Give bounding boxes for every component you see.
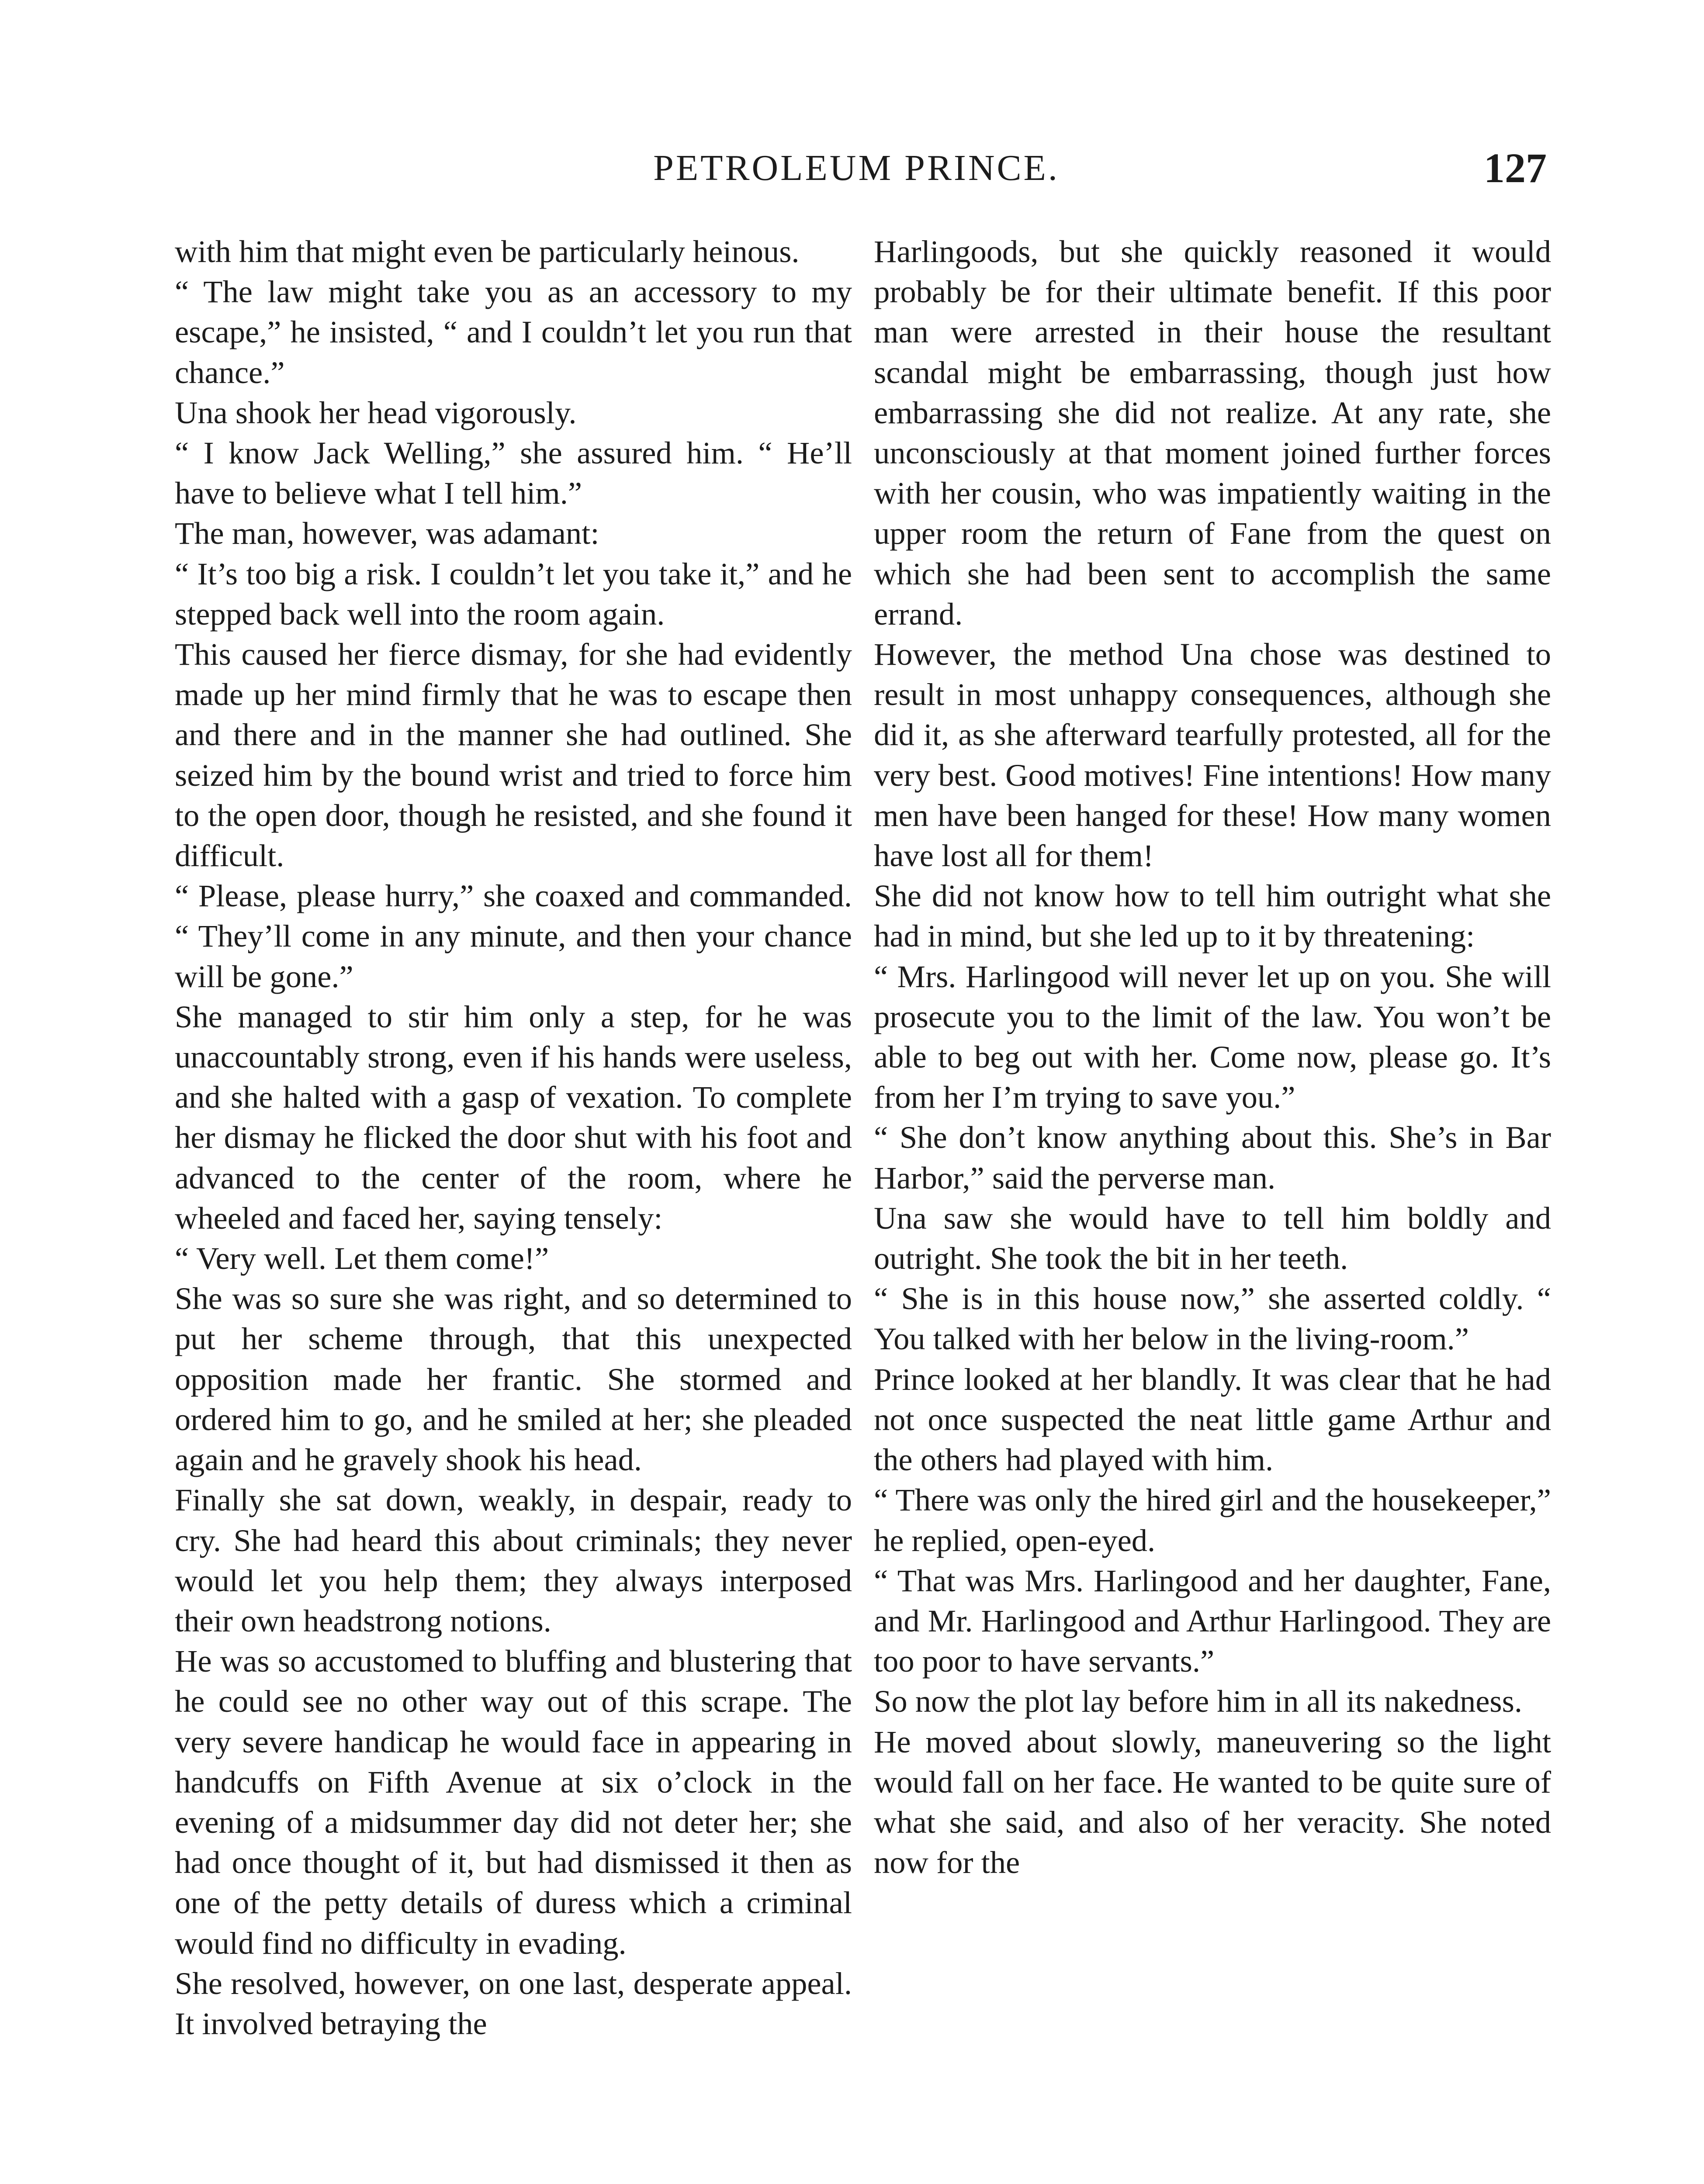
paragraph: She was so sure she was right, and so determined to put her scheme through, that this unexpected opposition made her frantic. She stormed and ordered him to go, and he smiled at her; she pleaded again and he gravely shook his head. (175, 1281, 852, 1478)
paragraph: Harlingoods, but she quickly reasoned it would probably be for their ultimate benefit. If this poor man were arrested in their house the resultant scandal might be embarrassing, though just how embarrassing she did not realize. At any rate, she unconsciously at that moment joined further forces with her cousin, who was impatiently waiting in the upper room the return of Fane from the quest on which she had been sent to accomplish the same errand. (874, 234, 1551, 632)
paragraph: “ Mrs. Harlingood will never let up on you. She will prosecute you to the limit of the law. You won’t be able to beg out with her. Come now, please go. It’s from her I’m trying to save you.” (874, 958, 1551, 1115)
paragraph: This caused her fierce dismay, for she had evidently made up her mind firmly that he was to escape then and there and in the manner she had outlined. She seized him by the bound wrist and tried to force him to the open door, though he resisted, and she found it difficult. (175, 636, 852, 874)
page-number: 127 (1484, 145, 1547, 191)
paragraph: Prince looked at her blandly. It was clear that he had not once suspected the neat little game Arthur and the others had played with him. (874, 1361, 1551, 1478)
paragraph: with him that might even be particularly heinous. (175, 234, 800, 269)
paragraph: He was so accustomed to bluffing and blustering that he could see no other way out of this scrape. The very severe handicap he would face in appearing in handcuffs on Fifth Avenue at six o’clock in the evening of a midsummer day did not deter her; she had once thought of it, but had dismissed it then as one of the petty details of duress which a criminal would find no difficulty in evading. (175, 1643, 852, 1961)
paragraph: “ She don’t know anything about this. She’s in Bar Harbor,” said the perverse man. (874, 1120, 1551, 1196)
paragraph: “ I know Jack Welling,” she assured him. “ He’ll have to believe what I tell him.” (175, 435, 852, 511)
paragraph: She did not know how to tell him outright what she had in mind, but she led up to it by threatening: (874, 878, 1551, 954)
paragraph: However, the method Una chose was destined to result in most unhappy consequences, although she did it, as she afterward tearfully protested, all for the very best. Good motives! Fine intentions! How many men have been hanged for these! How many women have lost all for them! (874, 636, 1551, 874)
paragraph: “ She is in this house now,” she asserted coldly. “ You talked with her below in the living-room.” (874, 1281, 1551, 1357)
right-column (874, 232, 1551, 1883)
paragraph: “ The law might take you as an accessory to my escape,” he insisted, “ and I couldn’t let you run that chance.” (175, 274, 852, 390)
paragraph: He moved about slowly, maneuvering so the light would fall on her face. He wanted to be quite sure of what she said, and also of her veracity. She noted now for the (874, 1724, 1551, 1880)
left-column (175, 232, 852, 2044)
paragraph: “ It’s too big a risk. I couldn’t let you take it,” and he stepped back well into the room again. (175, 556, 852, 632)
paragraph: “ That was Mrs. Harlingood and her daughter, Fane, and Mr. Harlingood and Arthur Harlingood. They are too poor to have servants.” (874, 1562, 1551, 1679)
paragraph: Una shook her head vigorously. (175, 394, 577, 430)
paragraph: Finally she sat down, weakly, in despair, ready to cry. She had heard this about criminals; they never would let you help them; they always interposed their own headstrong notions. (175, 1482, 852, 1638)
paragraph: The man, however, was adamant: (175, 515, 599, 551)
paragraph: “ Very well. Let them come!” (175, 1241, 549, 1276)
paragraph: “ Please, please hurry,” she coaxed and commanded. “ They’ll come in any minute, and then your chance will be gone.” (175, 878, 852, 994)
paragraph: She managed to stir him only a step, for he was unaccountably strong, even if his hands were useless, and she halted with a gasp of vexation. To complete her dismay he flicked the door shut with his foot and advanced to the center of the room, where he wheeled and faced her, saying tensely: (175, 999, 852, 1236)
running-head: PETROLEUM PRINCE. (653, 148, 1060, 188)
page-header (166, 144, 1547, 210)
paragraph: She resolved, however, on one last, desperate appeal. It involved betraying the (175, 1965, 852, 2041)
paragraph: Una saw she would have to tell him boldly and outright. She took the bit in her teeth. (874, 1200, 1551, 1276)
paragraph: So now the plot lay before him in all its nakedness. (874, 1683, 1522, 1719)
paragraph: “ There was only the hired girl and the housekeeper,” he replied, open-eyed. (874, 1482, 1551, 1558)
